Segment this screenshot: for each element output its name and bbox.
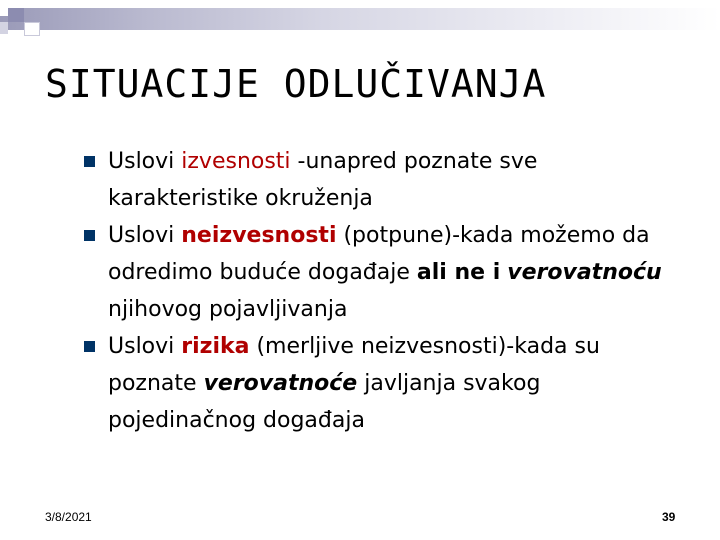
bullet-text: (potpune)-kada možemo da odredimo buduće događaje <box>108 223 650 285</box>
bullet-text: njihovog pojavljivanja <box>108 297 348 322</box>
slide-title: SITUACIJE ODLUČIVANJA <box>45 62 547 106</box>
square-bullet-icon <box>84 156 95 167</box>
decor-square <box>24 22 40 36</box>
decor-square <box>8 8 24 22</box>
square-bullet-icon <box>84 341 95 352</box>
square-bullet-icon <box>84 230 95 241</box>
bullet-text: Uslovi <box>108 149 182 174</box>
emphasis-term: verovatnoće <box>203 371 358 396</box>
bullet-text: javljanja svakog pojedinačnog događaja <box>108 371 541 433</box>
bullet-text: -unapred poznate sve karakteristike okruženja <box>108 149 538 211</box>
header-band <box>0 8 720 30</box>
bullet-item-certainty <box>84 143 694 217</box>
bullet-text: (merljive neizvesnosti)-kada su poznate <box>108 334 600 396</box>
bullet-text: Uslovi <box>108 334 182 359</box>
footer-date: 3/8/2021 <box>45 510 92 524</box>
bullet-item-risk <box>84 328 694 439</box>
highlight-term: izvesnosti <box>181 149 291 174</box>
bullet-list <box>84 143 694 439</box>
emphasis-term: verovatnoću <box>507 260 662 285</box>
highlight-term: neizvesnosti <box>181 223 337 248</box>
bullet-text: Uslovi <box>108 223 182 248</box>
highlight-term: rizika <box>181 334 250 359</box>
decor-square <box>0 22 8 34</box>
page-number: 39 <box>662 510 676 524</box>
bullet-item-uncertainty <box>84 217 694 328</box>
emphasis-text: ali ne i <box>416 260 501 285</box>
